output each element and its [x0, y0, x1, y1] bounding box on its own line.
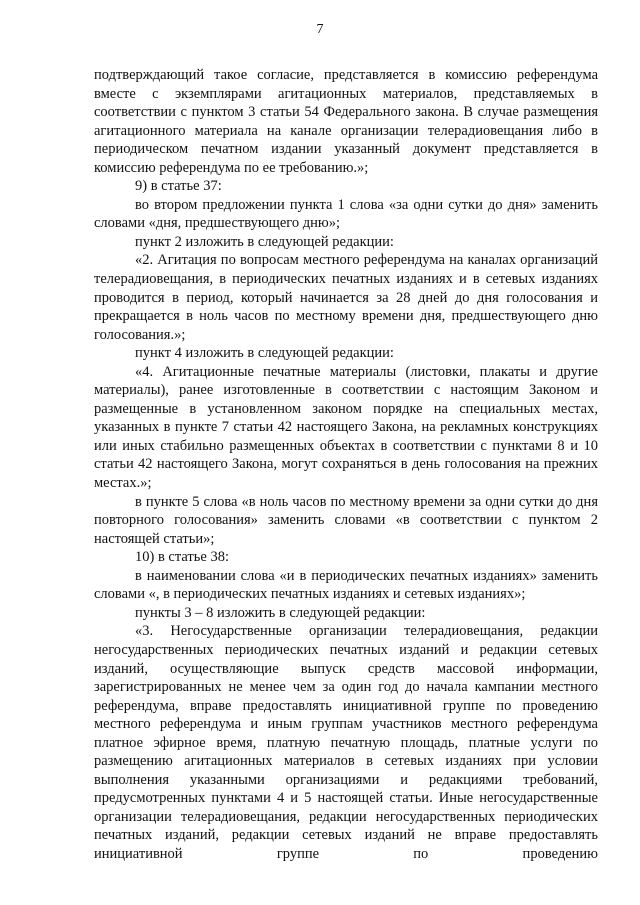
paragraph: пункт 4 изложить в следующей редакции:	[135, 345, 394, 362]
paragraph: «4. Агитационные печатные материалы (листовки, плакаты и другие материалы), ранее изготовленные в соответствии с настоящим Законом и размещенные в установленном законом порядке на специальных местах, указанных в пункте 7 статьи 42 настоящего Закона, на рекламных конструкциях или иных стабильно размещенных объектах в соответствии с пунктами 8 и 10 статьи 42 настоящего Закона, могут сохраняться в день голосования на прежних местах.»;	[94, 363, 598, 492]
paragraph: 10) в статье 38:	[135, 549, 229, 566]
paragraph: «3. Негосударственные организации телерадиовещания, редакции негосударственных периодических печатных изданий и редакции сетевых изданий, осуществляющие выпуск средств массовой информации, зарегистрированных не менее чем за один год до начала кампании местного референдума, вправе предоставлять инициативной группе по проведению местного референдума и иным группам участников местного референдума платное эфирное время, платную печатную площадь, платные услуги по размещению агитационных материалов в сетевых изданиях при условии выполнения указанными организациями и редакциями требований, предусмотренных пунктами 4 и 5 настоящей статьи. Иные негосударственные организации телерадиовещания, редакции негосударственных периодических печатных изданий, редакции сетевых изданий не вправе предоставлять инициативной группе по проведению	[94, 623, 598, 862]
paragraph: во втором предложении пункта 1 слова «за одни сутки до дня» заменить словами «дня, предшествующего дню»;	[94, 196, 598, 232]
paragraph: пункт 2 изложить в следующей редакции:	[135, 233, 394, 250]
paragraph: в пункте 5 слова «в ноль часов по местному времени за одни сутки до дня повторного голосования» заменить словами «в соответствии с пунктом 2 настоящей статьи»;	[94, 493, 598, 547]
paragraph: 9) в статье 37:	[135, 178, 222, 195]
paragraph: подтверждающий такое согласие, представляется в комиссию референдума вместе с экземплярами агитационных материалов, представляемых в соответствии с пунктом 3 статьи 54 Федерального закона. В случае размещения агитационного материала на канале организации телерадиовещания либо в периодическом печатном издании указанный документ представляется в комиссию референдума по ее требованию.»;	[94, 67, 598, 176]
document-body	[94, 66, 598, 864]
paragraph: пункты 3 – 8 изложить в следующей редакции:	[135, 604, 426, 621]
page-number: 7	[316, 22, 324, 37]
paragraph: «2. Агитация по вопросам местного референдума на каналах организаций телерадиовещания, в периодических печатных изданиях и в сетевых изданиях проводится в период, который начинается за 28 дней до дня голосования и прекращается в ноль часов по местному времени дня, предшествующего дню голосования.»;	[94, 252, 598, 343]
paragraph: в наименовании слова «и в периодических печатных изданиях» заменить словами «, в периодических печатных изданиях и сетевых изданиях»;	[94, 567, 598, 603]
